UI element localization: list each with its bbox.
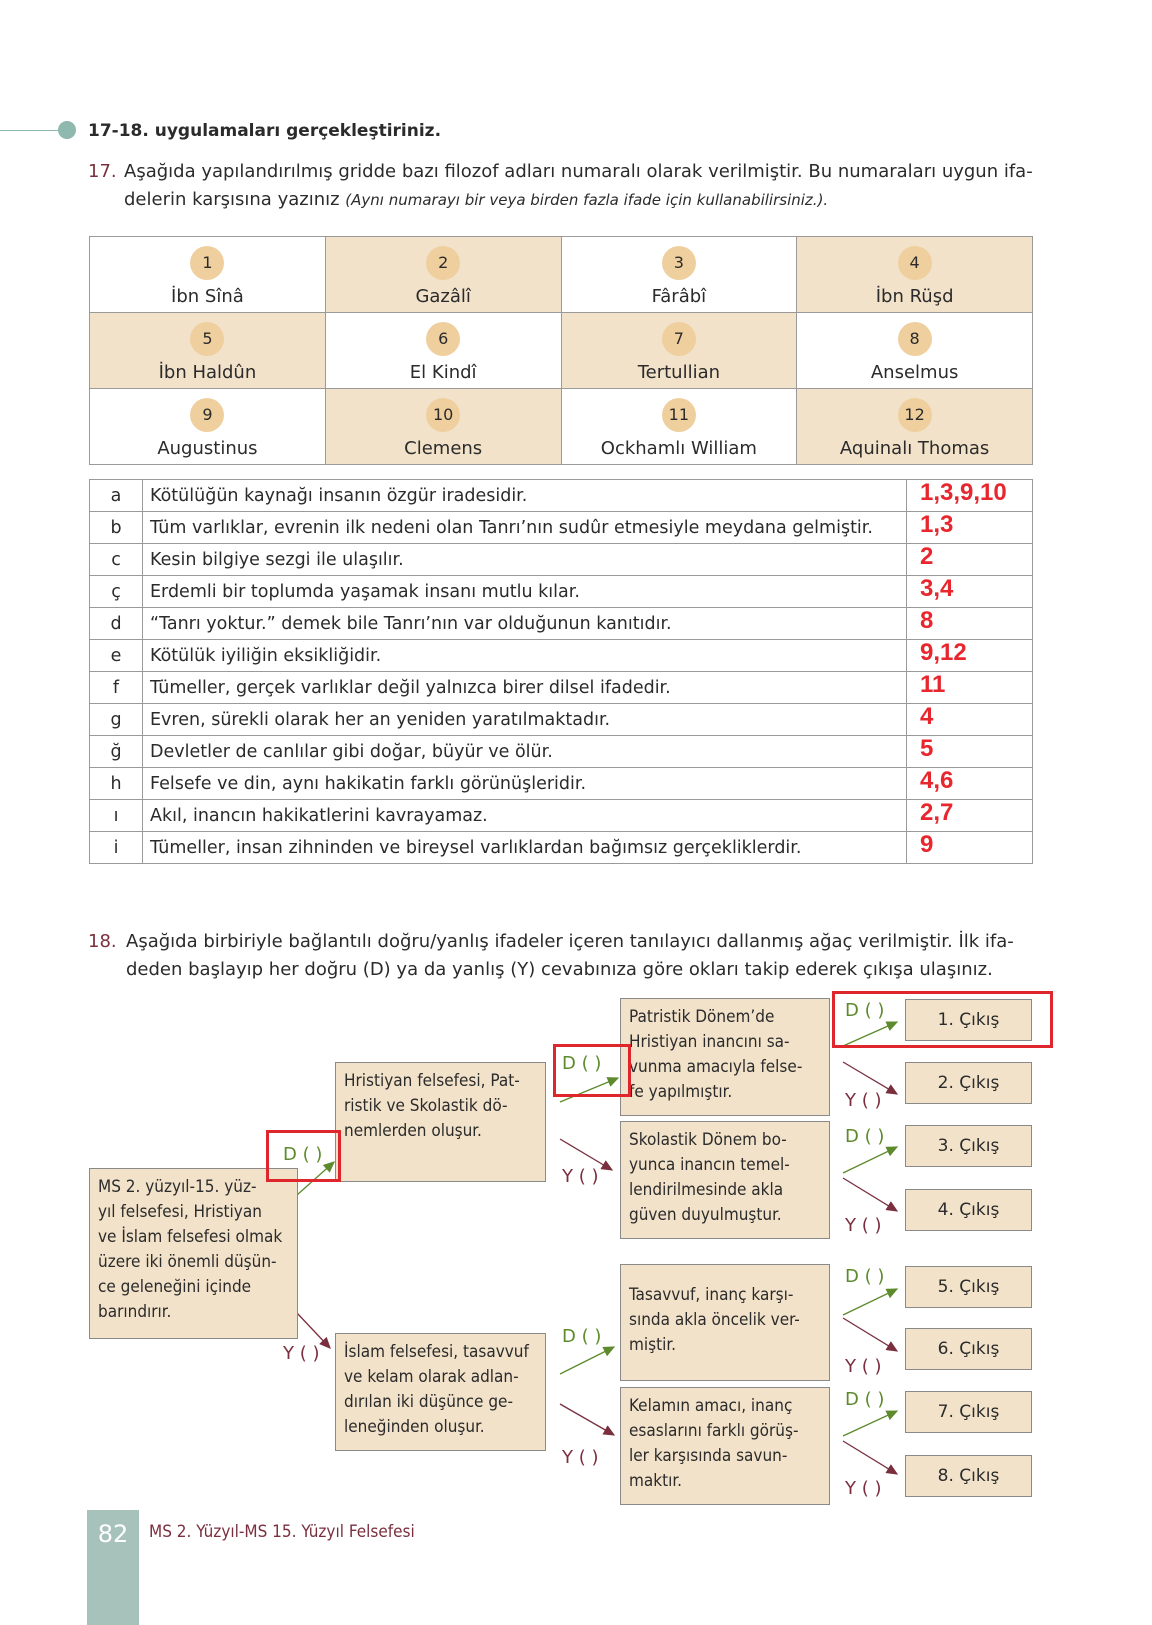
grid-cell: 2 Gazâlî [325,237,561,313]
q18-text: Aşağıda birbiriyle bağlantılı doğru/yanlış ifadeler içeren tanılayıcı dallanmış ağaç verilmiştir. İlk ifa- deden başlayıp her doğru (D) ya da yanlış (Y) cevabınıza göre okları takip ederek çıkışa ulaşınız. [126,931,1014,980]
statement-answer: 9,12 [907,640,1033,672]
statement-text: Felsefe ve din, aynı hakikatin farklı görünüşleridir. [143,768,907,800]
statement-text: Devletler de canlılar gibi doğar, büyür ve ölür. [143,736,907,768]
tree-node-patristic: Patristik Dönem’de Hristiyan inancını sa- vunma amacıyla felse- fe yapılmıştır. [620,998,830,1116]
tree-node-root: MS 2. yüzyıl-15. yüz- yıl felsefesi, Hristiyan ve İslam felsefesi olmak üzere iki önemli düşün- ce geleneğini içinde barındırır. [89,1168,298,1339]
arrow-d [843,1289,897,1315]
y-label: Y ( ) [562,1166,599,1187]
statement-answer: 1,3 [907,512,1033,544]
arrow-y [560,1404,614,1435]
arrow-y [843,1318,897,1351]
d-label: D ( ) [562,1326,602,1347]
grid-cell: 12 Aquinalı Thomas [797,389,1033,465]
highlight-mark [553,1044,631,1097]
statement-letter: a [90,480,143,512]
exit-7: 7. Çıkış [905,1391,1032,1433]
statement-text: Tümeller, gerçek varlıklar değil yalnızca birer dilsel ifadedir. [143,672,907,704]
statement-answer: 1,3,9,10 [907,480,1033,512]
d-label: D ( ) [562,1053,602,1074]
statement-answer: 9 [907,832,1033,864]
grid-cell: 7 Tertullian [561,313,797,389]
y-label: Y ( ) [845,1215,882,1236]
d-label: D ( ) [845,1266,885,1287]
grid-cell: 10 Clemens [325,389,561,465]
statement-text: Akıl, inancın hakikatlerini kavrayamaz. [143,800,907,832]
statement-letter: b [90,512,143,544]
d-label: D ( ) [845,1126,885,1147]
statement-text: Kötülüğün kaynağı insanın özgür iradesidir. [143,480,907,512]
exit-5: 5. Çıkış [905,1266,1032,1308]
statement-letter: ğ [90,736,143,768]
page-number: 82 [97,1520,129,1548]
statement-text: Kesin bilgiye sezgi ile ulaşılır. [143,544,907,576]
grid-cell: 5 İbn Haldûn [90,313,326,389]
exit-8: 8. Çıkış [905,1455,1032,1497]
statement-answer: 5 [907,736,1033,768]
q17-number: 17. [88,161,117,182]
grid-cell: 9 Augustinus [90,389,326,465]
q18-number: 18. [88,931,117,952]
exit-1: 1. Çıkış [905,999,1032,1041]
statement-answer: 2,7 [907,800,1033,832]
tree-node-kalam: Kelamın amacı, inanç esaslarını farklı görüş- ler karşısında savun- maktır. [620,1387,830,1505]
grid-cell: 3 Fârâbî [561,237,797,313]
statement-text: Tümeller, insan zihninden ve bireysel varlıklardan bağımsız gerçekliklerdir. [143,832,907,864]
y-label: Y ( ) [283,1343,320,1364]
statement-letter: c [90,544,143,576]
statement-letter: f [90,672,143,704]
tree-node-christian: Hristiyan felsefesi, Pat- ristik ve Skolastik dö- nemlerden oluşur. [335,1062,546,1182]
d-label: D ( ) [845,1000,885,1021]
exit-2: 2. Çıkış [905,1062,1032,1104]
arrow-y [843,1178,897,1211]
statement-answer: 8 [907,608,1033,640]
footer-title: MS 2. Yüzyıl-MS 15. Yüzyıl Felsefesi [149,1522,415,1542]
grid-cell: 8 Anselmus [797,313,1033,389]
exit-4: 4. Çıkış [905,1189,1032,1231]
d-label: D ( ) [283,1144,323,1165]
statement-text: Tüm varlıklar, evrenin ilk nedeni olan Tanrı’nın sudûr etmesiyle meydana gelmiştir. [143,512,907,544]
y-label: Y ( ) [845,1478,882,1499]
exit-6: 6. Çıkış [905,1328,1032,1370]
statement-text: Erdemli bir toplumda yaşamak insanı mutlu kılar. [143,576,907,608]
arrow-d [843,1147,897,1173]
arrow-y [843,1441,897,1474]
statement-letter: ı [90,800,143,832]
arrow-d [843,1411,897,1436]
y-label: Y ( ) [562,1447,599,1468]
d-label: D ( ) [845,1389,885,1410]
y-label: Y ( ) [845,1090,882,1111]
statement-answer: 4 [907,704,1033,736]
tree-node-sufism: Tasavvuf, inanç karşı- sında akla öncelik ver- miştir. [620,1264,830,1381]
statement-letter: i [90,832,143,864]
grid-cell: 6 El Kindî [325,313,561,389]
statement-letter: h [90,768,143,800]
grid-cell: 1 İbn Sînâ [90,237,326,313]
q17-text: Aşağıda yapılandırılmış gridde bazı filozof adları numaralı olarak verilmiştir. Bu numaraları uygun ifa- delerin karşısına yazınız (Aynı numarayı bir veya birden fazla ifade için kullanabilirsiniz.). [124,161,1033,210]
statement-text: Evren, sürekli olarak her an yeniden yaratılmaktadır. [143,704,907,736]
tree-node-scholastic: Skolastik Dönem bo- yunca inancın temel- lendirilmesinde akla güven duyulmuştur. [620,1121,830,1239]
statement-answer: 11 [907,672,1033,704]
statement-answer: 2 [907,544,1033,576]
arrow-d [560,1347,614,1374]
statement-letter: d [90,608,143,640]
tree-node-islamic: İslam felsefesi, tasavvuf ve kelam olarak adlan- dırılan iki düşünce ge- leneğinden oluşur. [335,1333,546,1451]
section-heading: 17-18. uygulamaları gerçekleştiriniz. [88,121,442,141]
statement-text: Kötülük iyiliğin eksikliğidir. [143,640,907,672]
y-label: Y ( ) [845,1356,882,1377]
highlight-mark [832,991,1053,1048]
statement-answer: 3,4 [907,576,1033,608]
highlight-mark [266,1130,341,1182]
statement-text: “Tanrı yoktur.” demek bile Tanrı’nın var olduğunun kanıtıdır. [143,608,907,640]
statement-letter: ç [90,576,143,608]
grid-cell: 11 Ockhamlı William [561,389,797,465]
statement-letter: e [90,640,143,672]
statement-letter: g [90,704,143,736]
exit-3: 3. Çıkış [905,1125,1032,1167]
grid-cell: 4 İbn Rüşd [797,237,1033,313]
statement-answer: 4,6 [907,768,1033,800]
